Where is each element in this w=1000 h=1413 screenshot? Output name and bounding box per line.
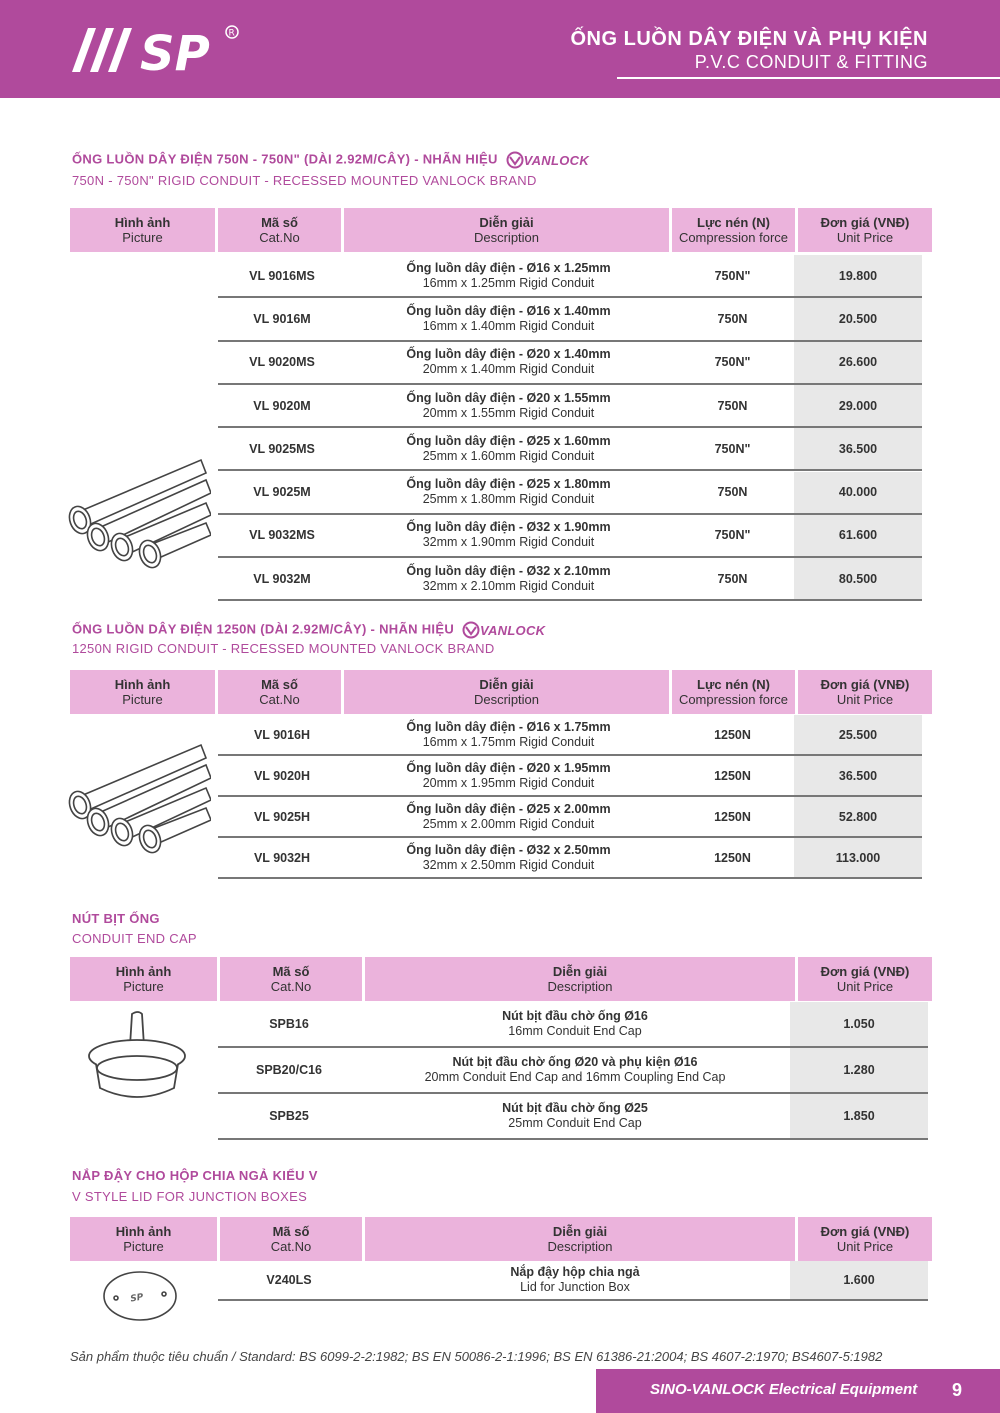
description-en: 25mm Conduit End Cap — [508, 1116, 642, 1130]
sp-logo — [68, 20, 258, 80]
description-en: 32mm x 1.90mm Rigid Conduit — [422, 535, 595, 550]
section4-subtitle: V STYLE LID FOR JUNCTION BOXES — [72, 1189, 308, 1204]
description-en: 16mm x 1.40mm Rigid Conduit — [422, 318, 595, 333]
description-vn: Ống luồn dây điện - Ø25 x 2.00mm — [406, 801, 611, 816]
description — [346, 761, 671, 791]
description-vn: Ống luồn dây điện - Ø20 x 1.55mm — [406, 390, 611, 405]
svg-text:R: R — [228, 28, 235, 39]
unit-price: 26.600 — [794, 342, 922, 383]
section2-title: ỐNG LUỒN DÂY ĐIỆN 1250N (DÀI 2.92M/CÂY) - NHÃN HIỆU VANLOCK — [72, 621, 546, 638]
junction-lid-image — [100, 1268, 180, 1326]
table-row — [218, 472, 922, 515]
cat-no: VL 9025MS — [249, 441, 315, 456]
description-vn: Ống luồn dây điện - Ø16 x 1.40mm — [406, 303, 611, 318]
description — [346, 261, 671, 291]
description-vn: Ống luồn dây điện - Ø16 x 1.75mm — [406, 719, 611, 734]
footer-bar — [596, 1369, 1000, 1413]
end-cap-image — [82, 1008, 192, 1108]
description-en: 16mm Conduit End Cap — [508, 1024, 642, 1038]
cat-no: VL 9016M — [253, 311, 311, 326]
standards-note: Sản phẩm thuộc tiêu chuẩn / Standard: BS 6099-2-2:1982; BS EN 50086-2-1:1996; BS EN 61386-21:2004; BS 4607-2:1970; BS4607-5:1982 — [70, 1349, 883, 1364]
description — [346, 843, 671, 873]
cat-no: VL 9032M — [253, 571, 311, 586]
description-en: Lid for Junction Box — [520, 1280, 630, 1294]
cat-no: VL 9020MS — [249, 355, 315, 370]
unit-price: 61.600 — [794, 515, 922, 556]
vanlock-icon — [506, 151, 524, 169]
vanlock-logo: VANLOCK — [506, 151, 589, 169]
description — [346, 520, 671, 550]
table-row — [218, 838, 922, 879]
description-vn: Nắp đậy hộp chia ngả — [510, 1265, 640, 1279]
conduit-pipes-image — [66, 740, 211, 860]
compression-force: 750N" — [714, 268, 751, 283]
page-header — [0, 0, 1000, 98]
unit-price: 80.500 — [794, 558, 922, 599]
unit-price: 1.600 — [790, 1261, 928, 1299]
description — [346, 720, 671, 750]
table-row — [218, 558, 922, 601]
unit-price: 1.280 — [790, 1048, 928, 1092]
header-divider — [617, 77, 1000, 79]
description — [346, 347, 671, 377]
table-row — [218, 255, 922, 298]
description — [346, 802, 671, 832]
cat-no: SPB25 — [269, 1109, 309, 1123]
table-row — [218, 1094, 928, 1140]
description-vn: Nút bịt đầu chờ ống Ø25 — [502, 1101, 648, 1115]
description — [360, 1265, 790, 1295]
unit-price: 52.800 — [794, 797, 922, 836]
table-row — [218, 342, 922, 385]
compression-force: 750N" — [714, 441, 751, 456]
compression-force: 750N — [717, 571, 748, 586]
cat-no: VL 9016MS — [249, 268, 315, 283]
table-row — [218, 756, 922, 797]
cat-no: SPB20/C16 — [255, 1063, 322, 1077]
description-en: 16mm x 1.25mm Rigid Conduit — [422, 275, 595, 290]
description-en: 20mm x 1.40mm Rigid Conduit — [422, 362, 595, 377]
cat-no: VL 9020M — [253, 398, 311, 413]
description-vn: Ống luồn dây điện - Ø32 x 2.50mm — [406, 842, 611, 857]
compression-force: 750N — [717, 311, 748, 326]
svg-text:SP: SP — [140, 26, 210, 80]
compression-force: 750N — [717, 398, 748, 413]
table3-header: Hình ảnh Picture Mã số Cat.No Diễn giải Description Đơn giá (VNĐ) Unit Price — [70, 957, 932, 1001]
cat-no: VL 9032H — [253, 850, 311, 865]
description-vn: Ống luồn dây điện - Ø20 x 1.40mm — [406, 347, 611, 362]
description — [346, 304, 671, 334]
unit-price: 25.500 — [794, 715, 922, 754]
description-en: 25mm x 2.00mm Rigid Conduit — [422, 816, 595, 831]
description-en: 25mm x 1.60mm Rigid Conduit — [422, 448, 595, 463]
page-number: 9 — [951, 1380, 962, 1400]
unit-price: 29.000 — [794, 385, 922, 426]
table4-header: Hình ảnh Picture Mã số Cat.No Diễn giải Description Đơn giá (VNĐ) Unit Price — [70, 1217, 932, 1261]
description-vn: Ống luồn dây điện - Ø25 x 1.60mm — [406, 433, 611, 448]
table-row — [218, 298, 922, 341]
cat-no: V240LS — [266, 1273, 312, 1287]
header-title: ỐNG LUỒN DÂY ĐIỆN VÀ PHỤ KIỆN — [570, 28, 928, 50]
description-vn: Ống luồn dây điện - Ø16 x 1.25mm — [406, 260, 611, 275]
description — [346, 564, 671, 594]
description — [360, 1009, 790, 1039]
header-subtitle: P.V.C CONDUIT & FITTING — [694, 52, 928, 72]
table-row — [218, 715, 922, 756]
description-en: 32mm x 2.10mm Rigid Conduit — [422, 578, 595, 593]
description-vn: Ống luồn dây điện - Ø25 x 1.80mm — [406, 477, 611, 492]
table-row — [218, 1048, 928, 1094]
description-en: 20mm Conduit End Cap and 16mm Coupling End Cap — [424, 1070, 726, 1084]
description-en: 32mm x 2.50mm Rigid Conduit — [422, 857, 595, 872]
footer-brand: SINO-VANLOCK Electrical Equipment — [650, 1381, 918, 1398]
compression-force: 750N" — [714, 355, 751, 370]
cat-no: VL 9025M — [253, 485, 311, 500]
description-en: 16mm x 1.75mm Rigid Conduit — [422, 734, 595, 749]
description-en: 20mm x 1.55mm Rigid Conduit — [422, 405, 595, 420]
svg-text:SP: SP — [129, 1292, 145, 1305]
description — [346, 434, 671, 464]
conduit-pipes-image — [66, 455, 211, 575]
unit-price: 113.000 — [794, 838, 922, 877]
unit-price: 20.500 — [794, 298, 922, 339]
table-row — [218, 1002, 928, 1048]
section1-subtitle: 750N - 750N" RIGID CONDUIT - RECESSED MOUNTED VANLOCK BRAND — [72, 173, 537, 188]
table-row — [218, 797, 922, 838]
compression-force: 750N" — [714, 528, 751, 543]
description-vn: Ống luồn dây điện - Ø20 x 1.95mm — [406, 760, 611, 775]
cat-no: VL 9025H — [253, 809, 311, 824]
cat-no: VL 9016H — [253, 727, 311, 742]
cat-no: SPB16 — [269, 1017, 309, 1031]
compression-force: 1250N — [714, 850, 751, 865]
compression-force: 750N — [717, 485, 748, 500]
description-vn: Ống luồn dây điện - Ø32 x 1.90mm — [406, 520, 611, 535]
cat-no: VL 9020H — [253, 768, 311, 783]
table1-header: Hình ảnh Picture Mã số Cat.No Diễn giải Description Lực nén (N) Compression force Đơn giá (VNĐ) Unit Price — [70, 208, 932, 252]
cat-no: VL 9032MS — [249, 528, 315, 543]
unit-price: 1.050 — [790, 1002, 928, 1046]
description — [346, 477, 671, 507]
vanlock-logo: VANLOCK — [462, 621, 545, 639]
compression-force: 1250N — [714, 727, 751, 742]
unit-price: 1.850 — [790, 1094, 928, 1138]
compression-force: 1250N — [714, 768, 751, 783]
table-row — [218, 1261, 928, 1301]
unit-price: 19.800 — [794, 255, 922, 296]
compression-force: 1250N — [714, 809, 751, 824]
table-row — [218, 515, 922, 558]
section2-subtitle: 1250N RIGID CONDUIT - RECESSED MOUNTED VANLOCK BRAND — [72, 641, 495, 656]
description-en: 25mm x 1.80mm Rigid Conduit — [422, 492, 595, 507]
description-vn: Ống luồn dây điện - Ø32 x 2.10mm — [406, 563, 611, 578]
section1-title: ỐNG LUỒN DÂY ĐIỆN 750N - 750N" (DÀI 2.92M/CÂY) - NHÃN HIỆU VANLOCK — [72, 151, 590, 168]
table2-header: Hình ảnh Picture Mã số Cat.No Diễn giải Description Lực nén (N) Compression force Đơn giá (VNĐ) Unit Price — [70, 670, 932, 714]
unit-price: 36.500 — [794, 428, 922, 469]
section4-title: NẮP ĐẬY CHO HỘP CHIA NGẢ KIỂU V — [72, 1168, 318, 1183]
description-en: 20mm x 1.95mm Rigid Conduit — [422, 775, 595, 790]
table-row — [218, 385, 922, 428]
unit-price: 40.000 — [794, 472, 922, 513]
description-vn: Nút bịt đầu chờ ống Ø16 — [502, 1009, 648, 1023]
vanlock-icon — [462, 621, 480, 639]
description-vn: Nút bịt đầu chờ ống Ø20 và phụ kiện Ø16 — [452, 1055, 698, 1069]
description — [360, 1055, 790, 1085]
description — [346, 391, 671, 421]
section3-subtitle: CONDUIT END CAP — [72, 931, 197, 946]
table-row — [218, 428, 922, 471]
description — [360, 1101, 790, 1131]
section3-title: NÚT BỊT ỐNG — [72, 911, 160, 926]
unit-price: 36.500 — [794, 756, 922, 795]
